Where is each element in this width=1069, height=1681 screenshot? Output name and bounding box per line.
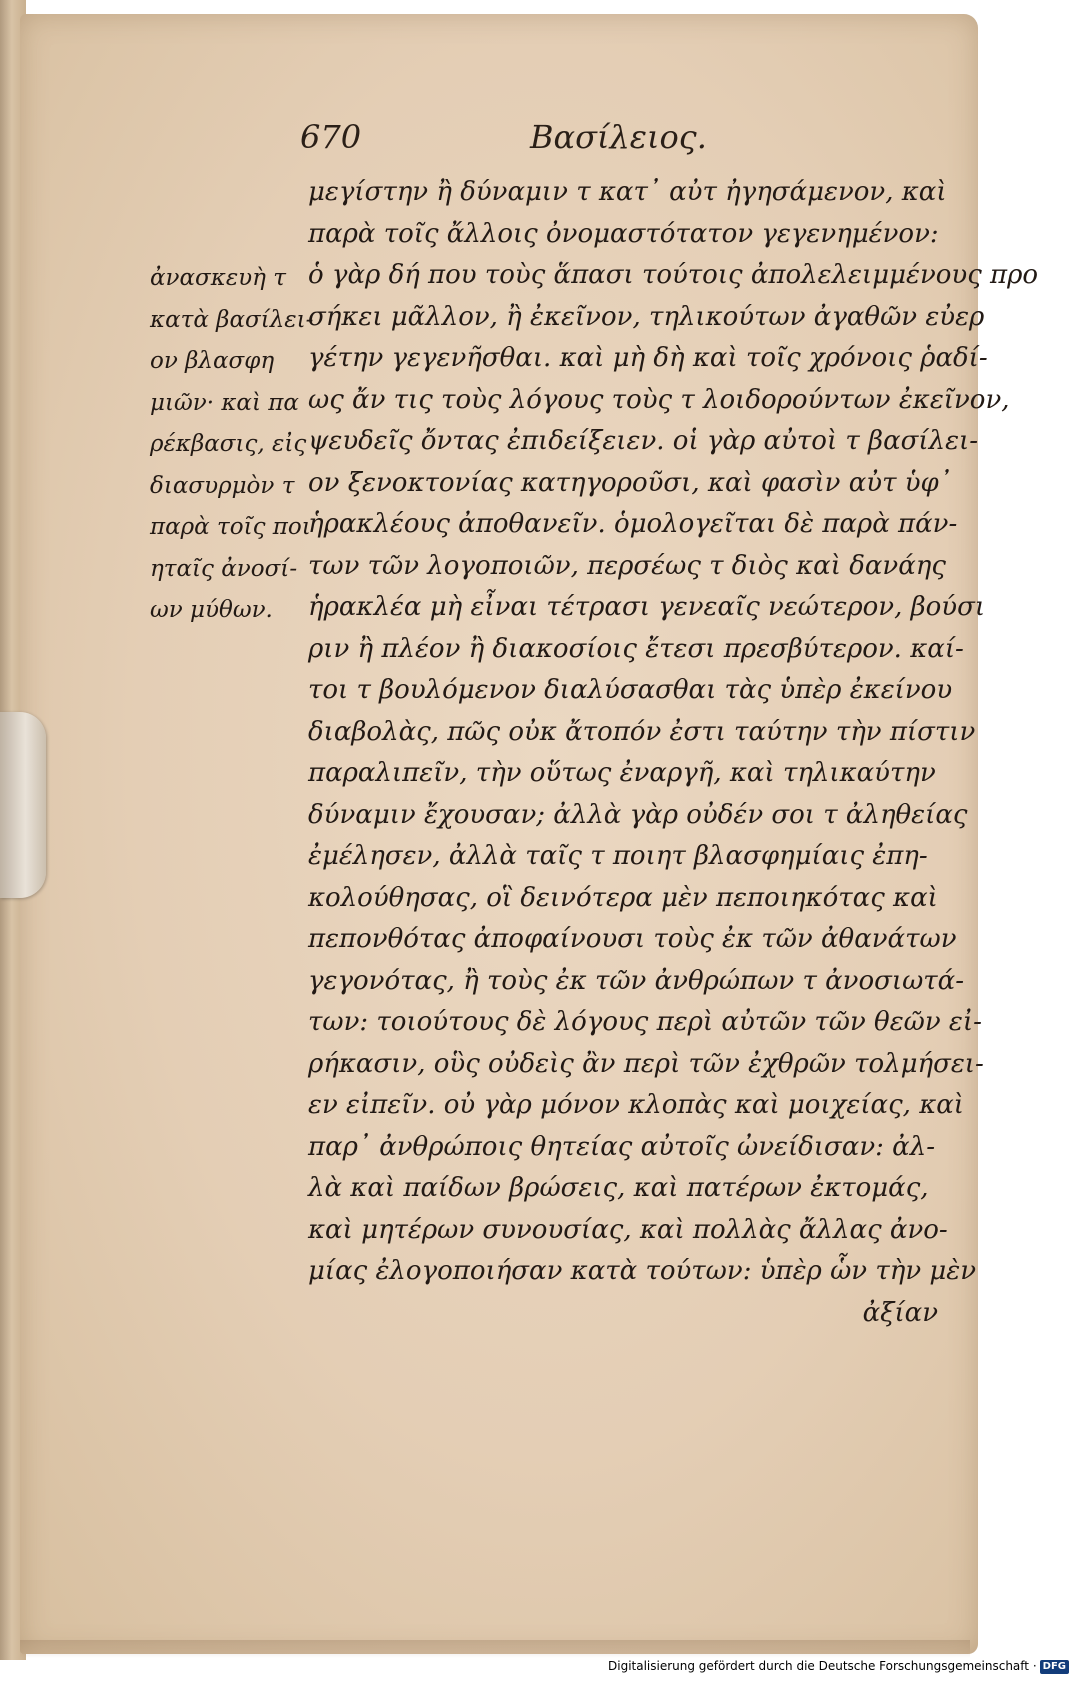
page-number: 670 bbox=[300, 118, 362, 156]
text-line: διαβολὰς, πῶς οὐκ ἄτοπόν ἐστι ταύτην τὴν πίστιν bbox=[308, 716, 976, 747]
marginal-note-line: μιῶν· καὶ πα bbox=[150, 389, 299, 416]
text-line: ἡρακλέους ἀποθανεῖν. ὁμολογεῖται δὲ παρὰ πάν- bbox=[308, 509, 958, 539]
text-line: γεγονότας, ἢ τοὺς ἐκ τῶν ἀνθρώπων τ ἀνοσιωτά- bbox=[308, 965, 965, 996]
marginal-note-line: ον βλασφη bbox=[150, 348, 275, 374]
text-line: πεπονθότας ἀποφαίνουσι τοὺς ἐκ τῶν ἀθανάτων bbox=[308, 924, 957, 954]
text-line: σήκει μᾶλλον, ἢ ἐκεῖνον, τηλικούτων ἀγαθῶν εὐερ bbox=[308, 301, 985, 332]
text-line: παρὰ τοῖς ἄλλοις ὀνομαστότατον γεγενημένον: bbox=[308, 218, 939, 249]
text-line: ως ἄν τις τοὺς λόγους τοὺς τ λοιδορούντων ἐκεῖνον, bbox=[308, 384, 1010, 415]
marginal-note-line: ηταῖς ἀνοσί- bbox=[150, 555, 298, 582]
marginal-note bbox=[150, 258, 314, 632]
text-line: μίας ἐλογοποιήσαν κατὰ τούτων: ὑπὲρ ὧν τὴν μὲν bbox=[308, 1256, 977, 1286]
text-line: ον ξενοκτονίας κατηγοροῦσι, καὶ φασὶν αὐτ ὑφ᾽ bbox=[308, 467, 952, 498]
text-line: καὶ μητέρων συνουσίας, καὶ πολλὰς ἄλλας ἀνο- bbox=[308, 1214, 948, 1245]
marginal-note-line: παρὰ τοῖς ποι bbox=[150, 514, 311, 540]
page-clip bbox=[0, 712, 46, 898]
text-line: ρήκασιν, οὓς οὐδεὶς ἂν περὶ τῶν ἐχθρῶν τολμήσει- bbox=[308, 1048, 984, 1079]
text-line: κολούθησας, οἳ δεινότερα μὲν πεποιηκότας καὶ bbox=[308, 882, 938, 913]
text-line: γέτην γεγενῆσθαι. καὶ μὴ δὴ καὶ τοῖς χρόνοις ῥαδί- bbox=[308, 343, 988, 373]
text-line: λὰ καὶ παίδων βρώσεις, καὶ πατέρων ἐκτομάς, bbox=[308, 1173, 929, 1203]
text-line: δύναμιν ἔχουσαν; ἀλλὰ γὰρ οὐδέν σοι τ ἀληθείας bbox=[308, 799, 968, 830]
marginal-note-line: ων μύθων. bbox=[150, 597, 273, 623]
text-line: ἐμέλησεν, ἀλλὰ ταῖς τ ποιητ βλασφημίαις ἐπη- bbox=[308, 841, 928, 871]
footer-text: Digitalisierung gefördert durch die Deutsche Forschungsgemeinschaft · bbox=[608, 1659, 1037, 1673]
text-line: των τῶν λογοποιῶν, περσέως τ διὸς καὶ δανάης bbox=[308, 550, 946, 581]
running-title: Βασίλειος. bbox=[530, 118, 707, 156]
text-line: ριν ἢ πλέον ἢ διακοσίοις ἔτεσι πρεσβύτερον. καί- bbox=[308, 633, 964, 664]
text-line: ὁ γὰρ δή που τοὺς ἅπασι τούτοις ἀπολελειμμένους προ bbox=[308, 260, 1039, 290]
text-line: εν εἰπεῖν. οὐ γὰρ μόνον κλοπὰς καὶ μοιχείας, καὶ bbox=[308, 1090, 965, 1120]
main-text-block bbox=[308, 172, 1039, 1334]
marginal-note-line: διασυρμὸν τ bbox=[150, 472, 295, 499]
marginal-note-line: ρέκβασις, εἰς bbox=[150, 431, 307, 457]
footer-credit bbox=[608, 1659, 1069, 1679]
page-bottom-shadow bbox=[20, 1640, 970, 1658]
marginal-note-line: ἀνασκευὴ τ bbox=[150, 265, 286, 291]
text-line: παραλιπεῖν, τὴν οὕτως ἐναργῆ, καὶ τηλικαύτην bbox=[308, 758, 936, 788]
text-line: των: τοιούτους δὲ λόγους περὶ αὐτῶν τῶν θεῶν εἰ- bbox=[308, 1007, 982, 1037]
marginal-note-line: κατὰ βασίλει- bbox=[150, 306, 314, 333]
text-line: παρ᾽ ἀνθρώποις θητείας αὐτοῖς ὠνείδισαν: ἀλ- bbox=[308, 1131, 935, 1162]
text-line: ἀξίαν bbox=[862, 1297, 938, 1328]
dfg-logo: DFG bbox=[1040, 1660, 1069, 1674]
text-line: ψευδεῖς ὄντας ἐπιδείξειεν. οἱ γὰρ αὐτοὶ τ βασίλει- bbox=[308, 426, 978, 456]
text-line: μεγίστην ἢ δύναμιν τ κατ᾽ αὐτ ἠγησάμενον, καὶ bbox=[308, 177, 947, 207]
text-line: ἡρακλέα μὴ εἶναι τέτρασι γενεαῖς νεώτερον, βούσι bbox=[308, 592, 986, 622]
text-line: τοι τ βουλόμενον διαλύσασθαι τὰς ὑπὲρ ἐκείνου bbox=[308, 675, 953, 705]
page-header bbox=[300, 118, 940, 168]
